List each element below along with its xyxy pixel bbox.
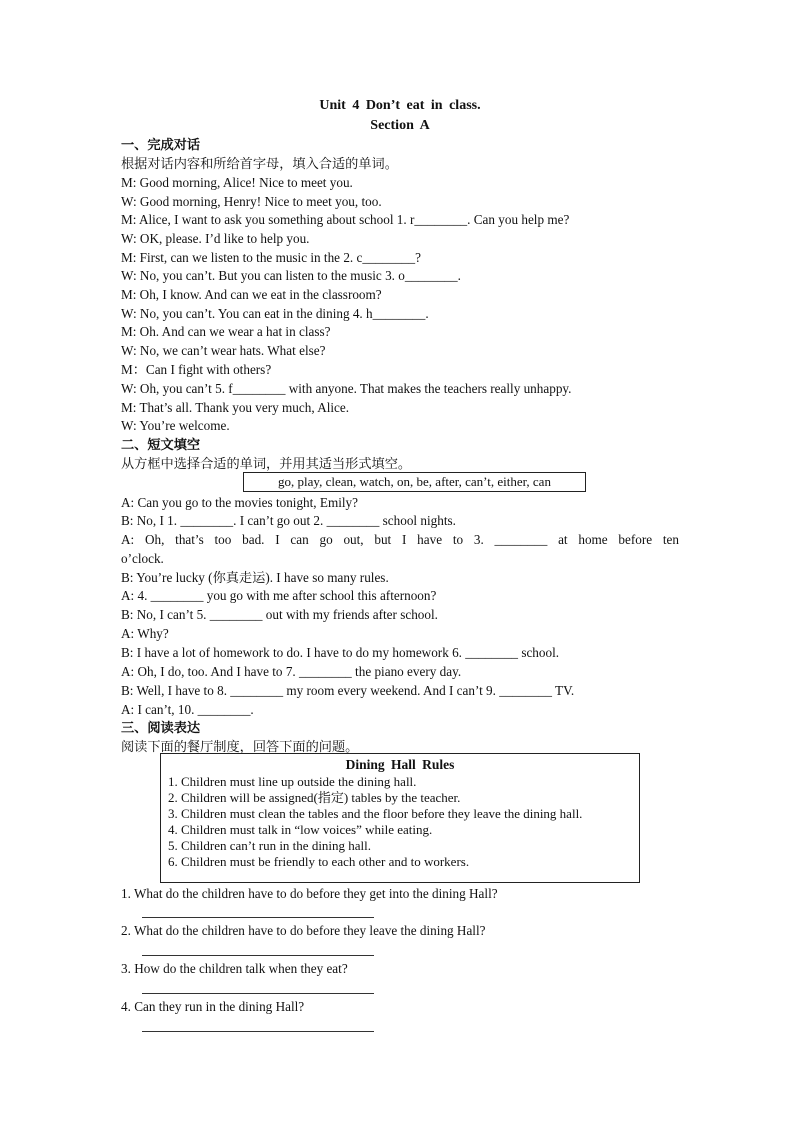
passage-line: A: 4. ________ you go with me after school this afternoon? <box>121 588 437 603</box>
dialogue-line: M：Can I fight with others? <box>121 362 272 377</box>
question: 1. What do the children have to do before they get into the dining Hall? <box>121 886 498 901</box>
question: 2. What do the children have to do before they leave the dining Hall? <box>121 923 486 938</box>
rule-item: 5. Children can’t run in the dining hall. <box>168 838 372 853</box>
passage-line: B: Well, I have to 8. ________ my room every weekend. And I can’t 9. ________ TV. <box>121 683 575 698</box>
passage-line: A: Oh, that’s too bad. I can go out, but I have to 3. ________ at home before ten <box>121 532 679 547</box>
dialogue-line: W: No, you can’t. You can eat in the dining 4. h________. <box>121 306 429 321</box>
dialogue-line: W: No, we can’t wear hats. What else? <box>121 343 326 358</box>
passage-line: B: I have a lot of homework to do. I have to do my homework 6. ________ school. <box>121 645 560 660</box>
dialogue-line: M: Good morning, Alice! Nice to meet you. <box>121 175 353 190</box>
part1-instruction: 根据对话内容和所给首字母，填入合适的单词。 <box>121 156 398 171</box>
answer-line[interactable] <box>142 993 374 994</box>
passage-line: A: Why? <box>121 626 169 641</box>
dialogue-line: W: Good morning, Henry! Nice to meet you, too. <box>121 194 382 209</box>
dialogue-line: W: You’re welcome. <box>121 418 230 433</box>
answer-line[interactable] <box>142 955 374 956</box>
passage-line: B: You’re lucky (你真走运). I have so many rules. <box>121 570 389 585</box>
rule-item: 4. Children must talk in “low voices” while eating. <box>168 822 433 837</box>
question: 3. How do the children talk when they eat? <box>121 961 348 976</box>
dialogue-line: M: Oh. And can we wear a hat in class? <box>121 324 331 339</box>
dialogue-line: M: First, can we listen to the music in the 2. c________? <box>121 250 421 265</box>
part1-heading: 一、完成对话 <box>121 137 201 152</box>
dialogue-line: W: No, you can’t. But you can listen to the music 3. o________. <box>121 268 461 283</box>
rules-title: Dining Hall Rules <box>345 757 455 772</box>
dialogue-line: W: OK, please. I’d like to help you. <box>121 231 310 246</box>
dining-hall-rules-box <box>160 753 640 883</box>
rule-item: 1. Children must line up outside the dining hall. <box>168 774 417 789</box>
rule-item: 2. Children will be assigned(指定) tables by the teacher. <box>168 790 461 805</box>
question: 4. Can they run in the dining Hall? <box>121 999 305 1014</box>
passage-line: o’clock. <box>121 551 164 566</box>
rule-item: 6. Children must be friendly to each other and to workers. <box>168 854 470 869</box>
word-bank-box: go, play, clean, watch, on, be, after, can’t, either, can <box>243 472 586 492</box>
rule-item: 3. Children must clean the tables and the floor before they leave the dining hall. <box>168 806 583 821</box>
passage-line: A: Oh, I do, too. And I have to 7. ________ the piano every day. <box>121 664 462 679</box>
part3-instruction: 阅读下面的餐厅制度，回答下面的问题。 <box>121 739 359 754</box>
part3-heading: 三、阅读表达 <box>121 720 201 735</box>
dialogue-line: M: Oh, I know. And can we eat in the classroom? <box>121 287 382 302</box>
part2-instruction: 从方框中选择合适的单词，并用其适当形式填空。 <box>121 456 412 471</box>
unit-title: Unit 4 Don’t eat in class. <box>319 98 481 113</box>
section-title: Section A <box>370 118 430 133</box>
passage-line: A: I can’t, 10. ________. <box>121 702 254 717</box>
dialogue-line: W: Oh, you can’t 5. f________ with anyone. That makes the teachers really unhappy. <box>121 381 572 396</box>
answer-line[interactable] <box>142 917 374 918</box>
dialogue-line: M: Alice, I want to ask you something about school 1. r________. Can you help me? <box>121 212 570 227</box>
answer-line[interactable] <box>142 1031 374 1032</box>
passage-line: B: No, I 1. ________. I can’t go out 2. ________ school nights. <box>121 513 456 528</box>
dialogue-line: M: That’s all. Thank you very much, Alice. <box>121 400 350 415</box>
passage-line: A: Can you go to the movies tonight, Emily? <box>121 495 358 510</box>
passage-line: B: No, I can’t 5. ________ out with my friends after school. <box>121 607 438 622</box>
part2-heading: 二、短文填空 <box>121 437 201 452</box>
